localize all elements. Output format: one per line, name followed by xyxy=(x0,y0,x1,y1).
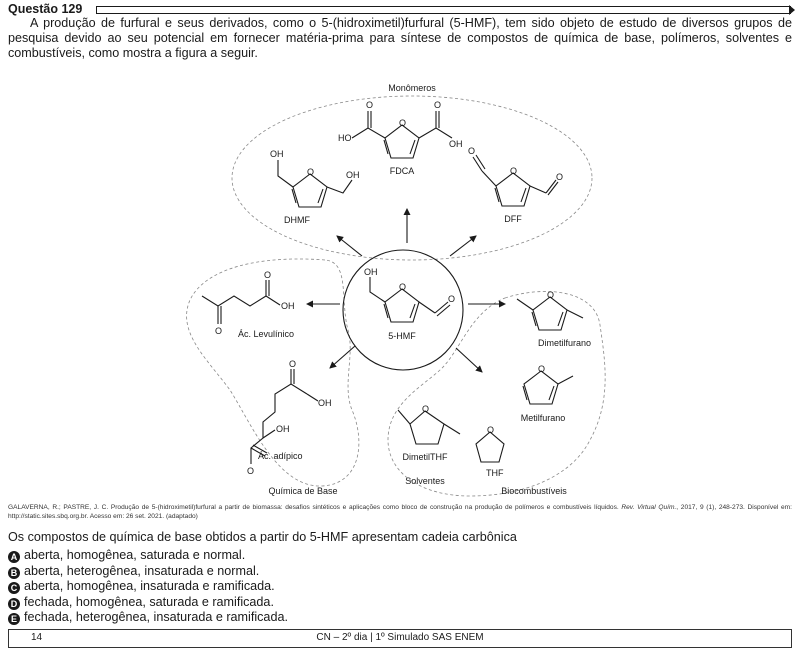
dhmf-label: DHMF xyxy=(284,215,310,225)
fdca-o-left: O xyxy=(366,100,374,110)
alternative-c[interactable] xyxy=(8,579,792,595)
alternative-text: aberta, homogênea, insaturada e ramificada. xyxy=(24,579,275,593)
thf-label: THF xyxy=(486,468,504,478)
methylfuran-label: Metilfurano xyxy=(520,413,566,423)
question-header xyxy=(8,2,792,16)
arrow-to-solvents-fuels xyxy=(456,348,482,372)
footer-title: CN – 2º dia | 1º Simulado SAS ENEM xyxy=(316,632,484,643)
alternative-e[interactable] xyxy=(8,610,792,626)
center-circle xyxy=(343,250,463,370)
alternative-b[interactable] xyxy=(8,564,792,580)
base-chemistry-label: Química de Base xyxy=(268,486,338,496)
header-bar xyxy=(96,6,791,14)
dimethylthf-label: DimetilTHF xyxy=(402,452,448,462)
adipic-label: Ác. adípico xyxy=(258,451,303,461)
alternatives-list xyxy=(8,548,792,626)
adipic-o-bottom: O xyxy=(247,466,255,476)
dhmf-ring-o: O xyxy=(307,167,315,177)
levulinic-acid-structure xyxy=(202,280,280,324)
alternative-d[interactable] xyxy=(8,595,792,611)
alternative-letter: B xyxy=(8,567,20,579)
alternative-a[interactable] xyxy=(8,548,792,564)
center-label: 5-HMF xyxy=(388,331,416,341)
figure-source xyxy=(8,503,792,521)
monomers-label: Monômeros xyxy=(388,83,436,93)
adipic-acid-structure xyxy=(251,369,318,464)
page-footer xyxy=(8,629,792,648)
alternative-letter: E xyxy=(8,613,20,625)
fdca-label: FDCA xyxy=(389,166,415,176)
thf-structure xyxy=(476,432,504,462)
dff-ring-o: O xyxy=(510,166,518,176)
dhmf-oh-right: OH xyxy=(346,170,360,180)
arrow-to-adipic xyxy=(330,346,355,368)
fdca-o-right: O xyxy=(434,100,442,110)
adipic-oh-top: OH xyxy=(318,398,332,408)
fdca-ho-label: HO xyxy=(338,133,352,143)
arrow-to-dhmf xyxy=(337,236,362,256)
thf-ring-o: O xyxy=(487,425,495,435)
page-number: 14 xyxy=(31,632,43,643)
alternative-text: aberta, homogênea, saturada e normal. xyxy=(24,548,246,562)
solvents-label: Solventes xyxy=(405,476,445,486)
dimethylthf-structure xyxy=(398,410,460,444)
dff-o-right: O xyxy=(556,172,564,182)
methylfuran-structure xyxy=(523,371,573,404)
adipic-o-top: O xyxy=(289,359,297,369)
dimethylfuran-label: Dimetilfurano xyxy=(538,338,592,348)
alternative-text: fechada, heterogênea, insaturada e ramificada. xyxy=(24,610,288,624)
hmf-oh-label: OH xyxy=(364,267,378,277)
hmf-ring-o: O xyxy=(399,282,407,292)
dff-structure xyxy=(473,155,558,206)
levulinic-oh-label: OH xyxy=(281,301,295,311)
question-intro xyxy=(8,16,792,61)
question-stem: Os compostos de química de base obtidos a partir do 5-HMF apresentam cadeia carbônica xyxy=(8,530,517,544)
biofuels-label: Biocombustíveis xyxy=(501,486,567,496)
dff-o-left: O xyxy=(468,146,476,156)
levulinic-o-ketone: O xyxy=(215,326,223,336)
intro-paragraph: A produção de furfural e seus derivados, como o 5-(hidroximetil)furfural (5-HMF), tem sido objeto de estudo de diversos grupos de pesquisa devido ao seu potencial em fornecer matéria-prima para síntese de compostos de química de base, polímeros, solventes e combustíveis, como mostra a figura a seguir. xyxy=(8,16,792,60)
adipic-oh-bottom: OH xyxy=(276,424,290,434)
dhmf-structure xyxy=(278,160,352,207)
header-bar-arrow xyxy=(789,5,795,15)
methylfuran-ring-o: O xyxy=(538,364,546,374)
question-number: Questão 129 xyxy=(8,2,83,16)
fdca-ring-o: O xyxy=(399,118,407,128)
levulinic-o-acid: O xyxy=(264,270,272,280)
fuels-solvents-outline xyxy=(388,291,605,496)
hmf-derivatives-figure xyxy=(0,68,800,500)
dhmf-oh-left: OH xyxy=(270,149,284,159)
dimethylthf-ring-o: O xyxy=(422,404,430,414)
source-citation: GALAVERNA, R.; PASTRE, J. C. Produção de 5-(hidroximetil)furfural a partir de biomassa: desafios sintéticos e aplicações como bloco de construção na produção de polímeros e combustíveis líquidos. xyxy=(8,504,619,511)
source-journal: Rev. Virtual Quím. xyxy=(621,504,677,511)
hmf-structure xyxy=(370,277,450,322)
alternative-letter: D xyxy=(8,598,20,610)
alternative-text: aberta, heterogênea, insaturada e normal. xyxy=(24,563,260,578)
arrow-to-dff xyxy=(450,236,476,256)
dimethylfuran-structure xyxy=(517,297,583,330)
levulinic-label: Ác. Levulínico xyxy=(238,329,295,339)
monomers-outline xyxy=(232,96,592,260)
hmf-o-right: O xyxy=(448,294,456,304)
alternative-letter: C xyxy=(8,582,20,594)
fdca-oh-label: OH xyxy=(449,139,463,149)
dff-label: DFF xyxy=(504,214,522,224)
source-details: , 2017, 9 (1), 248-273. Disponível em: http://static.sites.sbq.org.br. Acesso em: 26 set. 2021. (adaptado) xyxy=(8,504,792,520)
dimethylfuran-ring-o: O xyxy=(547,290,555,300)
alternative-letter: A xyxy=(8,551,20,563)
alternative-text: fechada, homogênea, saturada e ramificada. xyxy=(24,594,274,609)
